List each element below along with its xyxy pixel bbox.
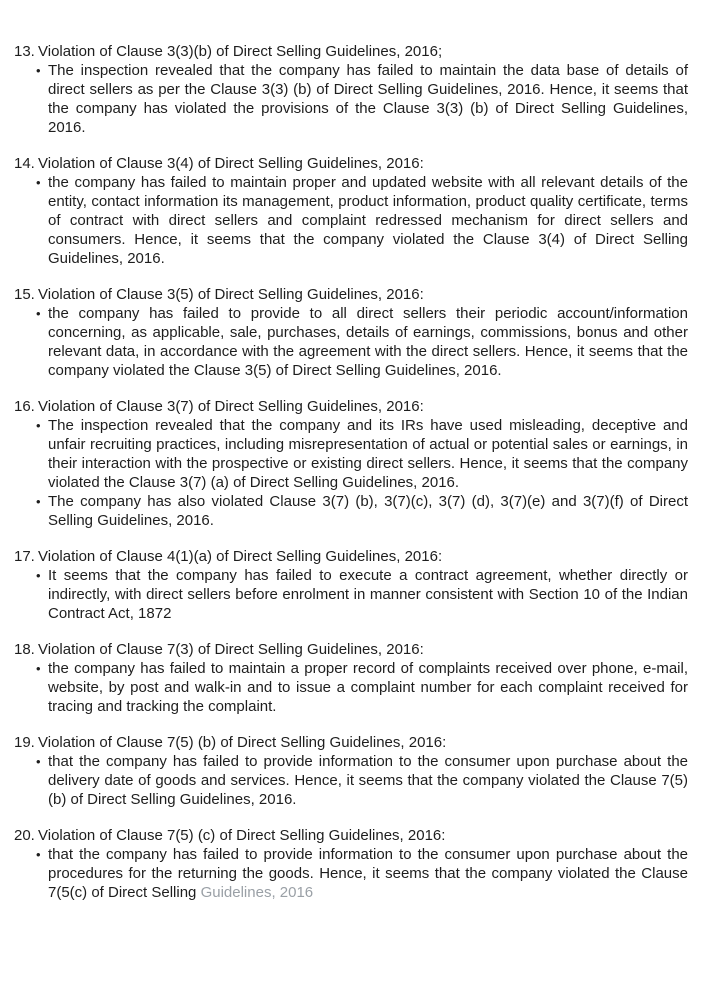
bullet-item bbox=[38, 566, 688, 623]
item-heading: Violation of Clause 4(1)(a) of Direct Selling Guidelines, 2016: bbox=[38, 548, 443, 565]
bullet-text: that the company has failed to provide information to the consumer upon purchase about the delivery date of goods and services. Hence, it seems that the company violated the Clause 7(5) (b) of Direct Selling Guidelines, 2016. bbox=[48, 753, 688, 808]
bullet-item bbox=[38, 304, 688, 380]
item-heading: Violation of Clause 3(7) of Direct Selling Guidelines, 2016: bbox=[38, 398, 424, 415]
violation-item-13 bbox=[14, 42, 688, 137]
violation-item-20 bbox=[14, 826, 688, 902]
bullet-icon: • bbox=[36, 418, 41, 433]
bullet-item bbox=[38, 659, 688, 716]
violation-item-19 bbox=[14, 733, 688, 809]
violation-item-15 bbox=[14, 285, 688, 380]
item-heading: Violation of Clause 7(5) (c) of Direct Selling Guidelines, 2016: bbox=[38, 827, 446, 844]
bullet-item bbox=[38, 416, 688, 492]
bullet-text: the company has failed to provide to all direct sellers their periodic account/information concerning, as applicable, sale, purchases, details of earnings, commissions, bonus and other relevant data, in accordance with the agreement with the direct sellers. Hence, it seems that the company violated the Clause 3(5) of Direct Selling Guidelines, 2016. bbox=[48, 305, 688, 379]
item-number: 15. bbox=[14, 286, 35, 303]
item-heading: Violation of Clause 7(5) (b) of Direct Selling Guidelines, 2016: bbox=[38, 734, 447, 751]
bullet-item bbox=[38, 61, 688, 137]
item-number: 18. bbox=[14, 641, 35, 658]
violation-item-17 bbox=[14, 547, 688, 623]
item-heading: Violation of Clause 3(4) of Direct Selling Guidelines, 2016: bbox=[38, 155, 424, 172]
bullet-icon: • bbox=[36, 568, 41, 583]
item-heading: Violation of Clause 3(5) of Direct Selling Guidelines, 2016: bbox=[38, 286, 424, 303]
item-number: 13. bbox=[14, 43, 35, 60]
bullet-item bbox=[38, 492, 688, 530]
bullet-text: the company has failed to maintain proper and updated website with all relevant details of the entity, contact information its management, product information, product quality certificate, terms of contract with direct sellers and complaint redressed mechanism for direct sellers and consumers. Hence, it seems that the company violated the Clause 3(4) of Direct Selling Guidelines, 2016. bbox=[48, 174, 688, 267]
bullet-item bbox=[38, 845, 688, 902]
bullet-icon: • bbox=[36, 661, 41, 676]
bullet-text: the company has failed to maintain a proper record of complaints received over phone, e-mail, website, by post and walk-in and to issue a complaint number for each complaint received for tracing and tracking the complaint. bbox=[48, 660, 688, 715]
bullet-text: It seems that the company has failed to execute a contract agreement, whether directly or indirectly, with direct sellers before enrolment in manner consistent with Section 10 of the Indian Contract Act, 1872 bbox=[48, 567, 688, 622]
violation-item-18 bbox=[14, 640, 688, 716]
item-heading: Violation of Clause 3(3)(b) of Direct Selling Guidelines, 2016; bbox=[38, 43, 443, 60]
bullet-text-faded: Guidelines, 2016 bbox=[200, 884, 314, 901]
violation-item-16 bbox=[14, 397, 688, 530]
bullet-icon: • bbox=[36, 175, 41, 190]
item-number: 16. bbox=[14, 398, 35, 415]
bullet-text: The inspection revealed that the company has failed to maintain the data base of details of direct sellers as per the Clause 3(3) (b) of Direct Selling Guidelines, 2016. Hence, it seems that the company has violated the provisions of the Clause 3(3) (b) of Direct Selling Guidelines, 2016. bbox=[48, 62, 688, 136]
bullet-text bbox=[48, 845, 688, 902]
item-number: 20. bbox=[14, 827, 35, 844]
item-heading: Violation of Clause 7(3) of Direct Selling Guidelines, 2016: bbox=[38, 641, 424, 658]
bullet-text: The inspection revealed that the company and its IRs have used misleading, deceptive and unfair recruiting practices, including misrepresentation of actual or potential sales or earnings, in their interaction with the prospective or existing direct sellers. Hence, it seems that the company violated the Clause 3(7) (a) of Direct Selling Guidelines, 2016. bbox=[48, 417, 688, 491]
item-number: 17. bbox=[14, 548, 35, 565]
bullet-icon: • bbox=[36, 494, 41, 509]
bullet-item bbox=[38, 752, 688, 809]
item-number: 19. bbox=[14, 734, 35, 751]
item-number: 14. bbox=[14, 155, 35, 172]
bullet-icon: • bbox=[36, 847, 41, 862]
violation-item-14 bbox=[14, 154, 688, 268]
bullet-text: The company has also violated Clause 3(7) (b), 3(7)(c), 3(7) (d), 3(7)(e) and 3(7)(f) of Direct Selling Guidelines, 2016. bbox=[48, 493, 688, 529]
bullet-icon: • bbox=[36, 63, 41, 78]
bullet-item bbox=[38, 173, 688, 268]
bullet-text-main: that the company has failed to provide information to the consumer upon purchase about the procedures for the returning the goods. Hence, it seems that the company violated the Clause 7(5(c) of Direct Selling bbox=[48, 846, 688, 901]
bullet-icon: • bbox=[36, 306, 41, 321]
bullet-icon: • bbox=[36, 754, 41, 769]
